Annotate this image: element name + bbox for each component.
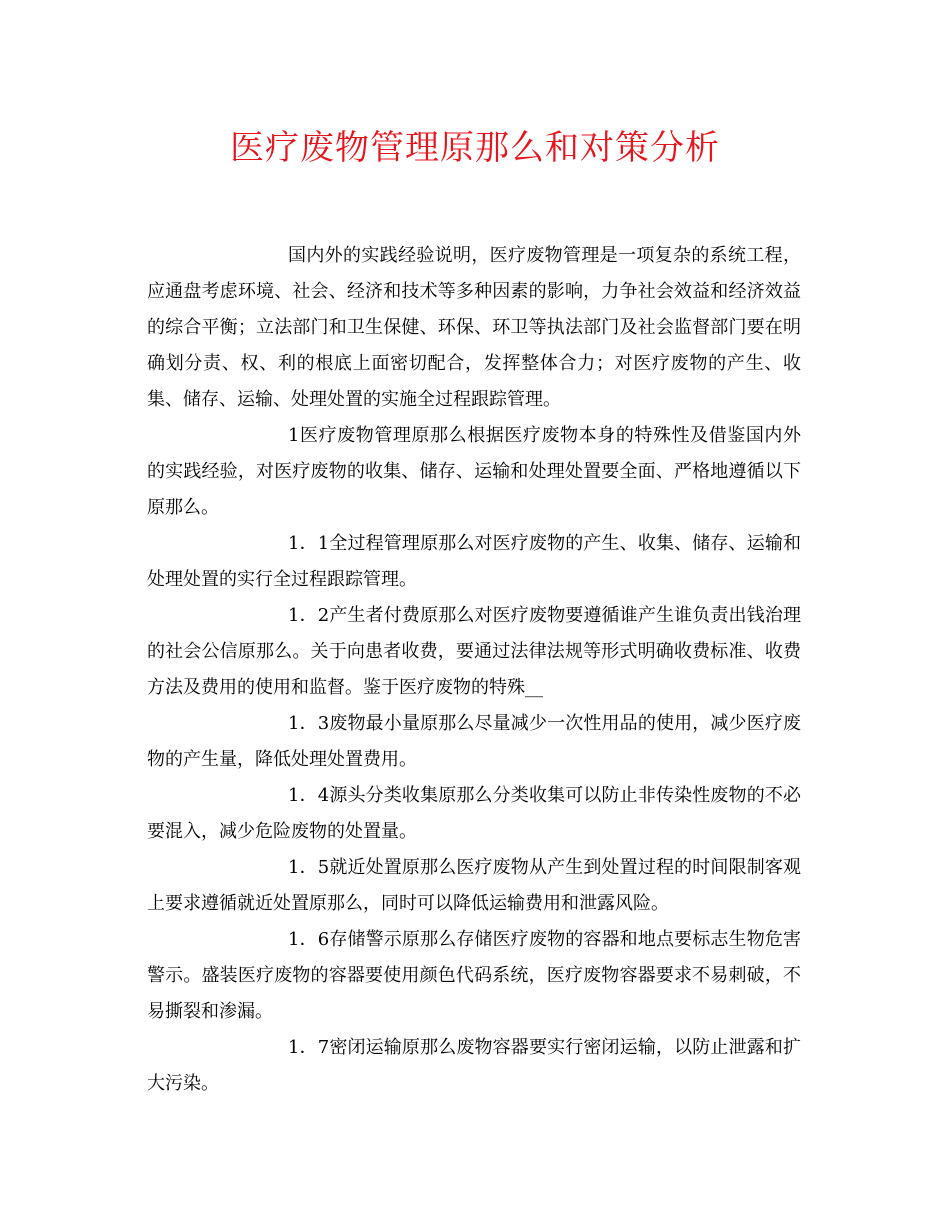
paragraph-1-3: 1．3废物最小量原那么尽量减少一次性用品的使用，减少医疗废物的产生量，降低处理处置费用。 <box>147 713 801 770</box>
document-body <box>147 238 801 1102</box>
paragraph-1-7: 1．7密闭运输原那么废物容器要实行密闭运输，以防止泄露和扩大污染。 <box>147 1037 801 1094</box>
paragraph-intro: 国内外的实践经验说明，医疗废物管理是一项复杂的系统工程，应通盘考虑环境、社会、经济和技术等多种因素的影响，力争社会效益和经济效益的综合平衡；立法部门和卫生保健、环保、环卫等执法部门及社会监督部门要在明确划分责、权、利的根底上面密切配合，发挥整体合力；对医疗废物的产生、收集、储存、运输、处理处置的实施全过程跟踪管理。 <box>147 245 801 410</box>
paragraph-1-6: 1．6存储警示原那么存储医疗废物的容器和地点要标志生物危害警示。盛装医疗废物的容器要使用颜色代码系统，医疗废物容器要求不易刺破，不易撕裂和渗漏。 <box>147 929 801 1022</box>
paragraph-principles: 1医疗废物管理原那么根据医疗废物本身的特殊性及借鉴国内外的实践经验，对医疗废物的收集、储存、运输和处理处置要全面、严格地遵循以下原那么。 <box>147 425 801 518</box>
paragraph-1-1: 1．1全过程管理原那么对医疗废物的产生、收集、储存、运输和处理处置的实行全过程跟踪管理。 <box>147 533 801 590</box>
paragraph-1-4: 1．4源头分类收集原那么分类收集可以防止非传染性废物的不必要混入，减少危险废物的处置量。 <box>147 785 801 842</box>
paragraph-1-5: 1．5就近处置原那么医疗废物从产生到处置过程的时间限制客观上要求遵循就近处置原那么，同时可以降低运输费用和泄露风险。 <box>147 857 801 914</box>
document-title: 医疗废物管理原那么和对策分析 <box>230 128 720 168</box>
paragraph-1-2: 1．2产生者付费原那么对医疗废物要遵循谁产生谁负责出钱治理的社会公信原那么。关于向患者收费，要通过法律法规等形式明确收费标准、收费方法及费用的使用和监督。鉴于医疗废物的特殊__ <box>147 605 801 698</box>
